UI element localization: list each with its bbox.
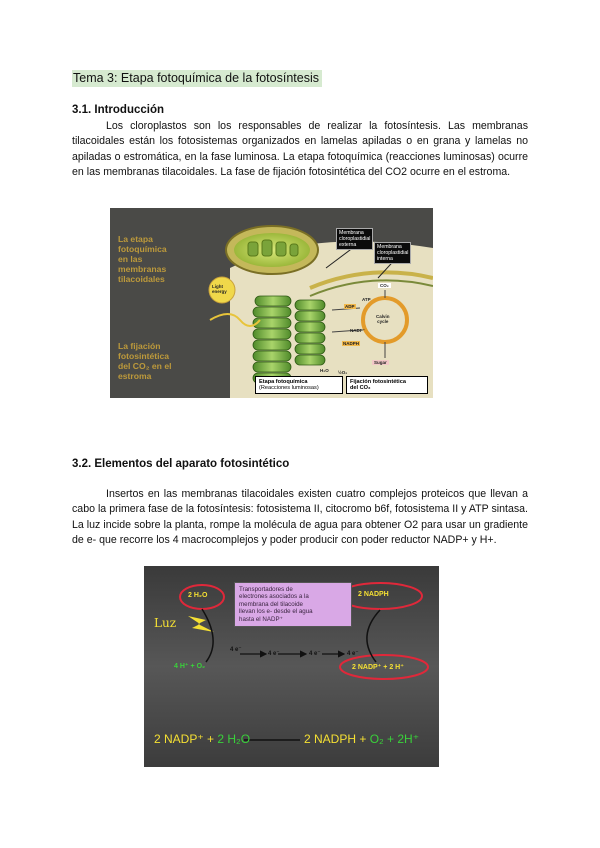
paragraph-elements-text: Insertos en las membranas tilacoidales existen cuatro complejos proteicos que llevan a cabo la primera fase de la fotosíntesis: fotosistema II, citocromo b6f, fotosistema II y ATP sintasa. La luz incide sobre la planta, rompe la molécula de agua para obtener O2 para usar un gradiente de e- que recorre los 4 macrocomplejos y poder producir con poder reductor NADP+ y H+. xyxy=(72,488,528,547)
h2o-label: H₂O xyxy=(320,368,329,373)
paragraph-intro xyxy=(72,119,528,181)
electron-label: 4 e⁻ xyxy=(309,651,321,657)
h2o-label: 2 H₂O xyxy=(188,592,208,599)
nadph-label: 2 NADPH xyxy=(358,591,389,598)
label-co2-fixation-line: Fijación fotosintética xyxy=(350,379,406,385)
calvin-cycle-label xyxy=(376,314,390,324)
figure-chloroplast xyxy=(110,208,433,398)
figure1-text-bottom-line: estroma xyxy=(118,371,152,381)
electron-label: 4 e⁻ xyxy=(347,651,359,657)
nadp-h-label: 2 NADP⁺ + 2 H⁺ xyxy=(352,664,404,671)
transport-note-line: Transportadores de xyxy=(239,586,293,593)
label-co2-fixation xyxy=(346,376,428,394)
light-energy-label-line: Light xyxy=(212,284,223,289)
outer-membrane-label-line: cloroplastidial xyxy=(339,236,371,242)
figure1-text-top-line: en las xyxy=(118,254,143,264)
section-heading-elements: 3.2. Elementos del aparato fotosintético xyxy=(72,458,290,470)
luz-label: Luz xyxy=(154,616,177,630)
inner-membrane-label-line: Membrana xyxy=(377,244,402,250)
transport-note xyxy=(234,582,352,627)
outer-membrane-label-line: Membrana xyxy=(339,230,364,236)
inner-membrane-label-line: cloroplastidial xyxy=(377,250,409,256)
figure1-text-top-line: fotoquímica xyxy=(118,244,167,254)
label-light-reactions-line: Etapa fotoquímica xyxy=(259,379,308,385)
transport-note-line: electrones asociados a la xyxy=(239,593,309,601)
electron-label: 4 e⁻ xyxy=(268,651,280,657)
outer-membrane-label xyxy=(336,228,373,250)
figure-electron-transport xyxy=(144,566,439,767)
calvin-cycle-label-line: cycle xyxy=(377,319,389,324)
atp-label: ATP xyxy=(362,297,371,302)
label-light-reactions xyxy=(255,376,343,394)
figure1-text-top-line: membranas xyxy=(118,264,167,274)
paragraph-elements xyxy=(72,487,528,549)
inner-membrane-label xyxy=(374,242,411,264)
adp-label: ADP xyxy=(345,304,355,309)
page-title: Tema 3: Etapa fotoquímica de la fotosíntesis xyxy=(72,70,322,87)
label-light-reactions-line: (Reacciones luminosas) xyxy=(259,385,319,392)
equation-left xyxy=(154,732,250,746)
transport-note-line: membrana del tilacoide xyxy=(239,600,303,608)
figure1-text-bottom xyxy=(118,341,171,381)
h-o2-label: 4 H⁺ + O₂ xyxy=(174,663,206,670)
outer-membrane-label-line: externa xyxy=(339,242,357,248)
figure1-text-bottom-line: del CO₂ en el xyxy=(118,361,172,371)
label-co2-fixation-line: del CO₂ xyxy=(350,385,371,392)
equation-right-nadph: 2 NADPH + xyxy=(304,732,370,746)
o2-label: ½O₂ xyxy=(338,370,348,375)
electron-label: 4 e⁻ xyxy=(230,647,242,653)
light-energy-label xyxy=(212,284,227,294)
nadph-label: NADPH xyxy=(343,341,360,346)
paragraph-intro-text: Los cloroplastos son los responsables de realizar la fotosíntesis. Las membranas tilacoidales están los fotosistemas organizados en lamelas apiladas o en grana y lamelas no apiladas o estromática, en la fase luminosa. La etapa fotoquímica (reacciones luminosas) ocurre en las membranas tilacoidales. La fase de fijación fotosintética del CO2 ocurre en el estroma. xyxy=(72,120,528,179)
equation-left-nadp: 2 NADP⁺ + xyxy=(154,732,218,746)
co2-label: CO₂ xyxy=(380,283,389,288)
inner-membrane-label-line: interna xyxy=(377,256,393,262)
figure1-text-top-line: tilacoidales xyxy=(118,274,165,284)
transport-note-line: hasta el NADP⁺ xyxy=(239,615,283,623)
figure1-text-bottom-line: fotosintética xyxy=(118,351,170,361)
figure1-text-top xyxy=(118,234,167,284)
equation-left-h2o: 2 H₂O xyxy=(217,732,251,746)
figure1-text-bottom-line: La fijación xyxy=(118,341,161,351)
figure1-text-top-line: La etapa xyxy=(118,234,153,244)
sugar-label: Sugar xyxy=(374,360,387,365)
section-heading-intro: 3.1. Introducción xyxy=(72,104,165,116)
transport-note-line: llevan los e- desde el agua xyxy=(239,608,313,616)
equation-right-o2: O₂ + 2H⁺ xyxy=(369,732,420,746)
light-energy-label-line: energy xyxy=(212,289,227,294)
nadp-label: NADP⁺ xyxy=(350,328,366,333)
equation-right xyxy=(304,732,419,746)
calvin-cycle-label-line: Calvin xyxy=(376,314,390,319)
